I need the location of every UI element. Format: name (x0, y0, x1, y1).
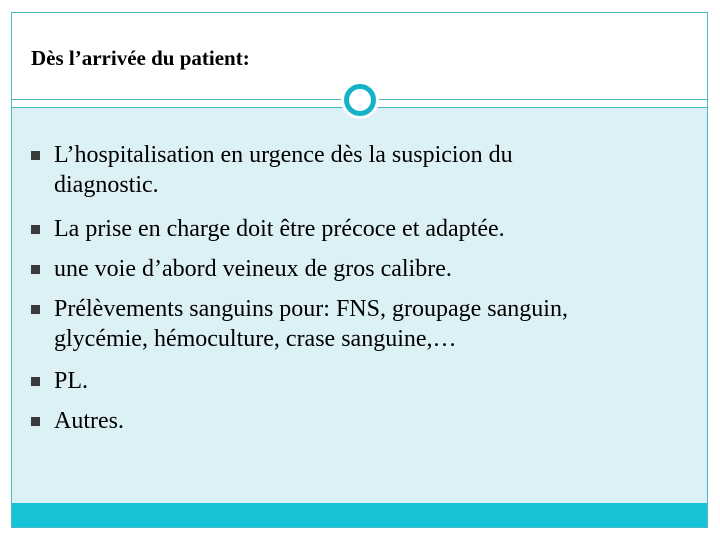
slide-frame (11, 12, 708, 528)
bullet-item (31, 366, 661, 396)
bullet-item (31, 140, 661, 200)
bullet-text-line: Prélèvements sanguins pour: FNS, groupage sanguin, (54, 296, 568, 322)
content-area (12, 108, 707, 503)
ring-ornament-inner (344, 84, 376, 116)
square-bullet-icon (31, 151, 40, 160)
square-bullet-icon (31, 265, 40, 274)
bullet-item (31, 294, 661, 354)
bullet-text-line: L’hospitalisation en urgence dès la suspicion du (54, 142, 513, 168)
square-bullet-icon (31, 377, 40, 386)
bullet-text-line: Autres. (54, 408, 124, 434)
bullet-text-line: PL. (54, 368, 89, 394)
bullet-item (31, 214, 661, 244)
square-bullet-icon (31, 417, 40, 426)
slide-title: Dès l’arrivée du patient: (31, 46, 250, 70)
square-bullet-icon (31, 305, 40, 314)
bullet-text-line: une voie d’abord veineux de gros calibre. (54, 256, 452, 282)
square-bullet-icon (31, 225, 40, 234)
bullet-item (31, 254, 661, 284)
ring-ornament-icon (341, 81, 379, 119)
footer-accent-bar (12, 503, 707, 527)
bullet-text-line: La prise en charge doit être précoce et adaptée. (54, 216, 505, 242)
bullet-text-line: diagnostic. (54, 172, 159, 198)
bullet-item (31, 406, 661, 436)
bullet-text-line: glycémie, hémoculture, crase sanguine,… (54, 326, 457, 352)
